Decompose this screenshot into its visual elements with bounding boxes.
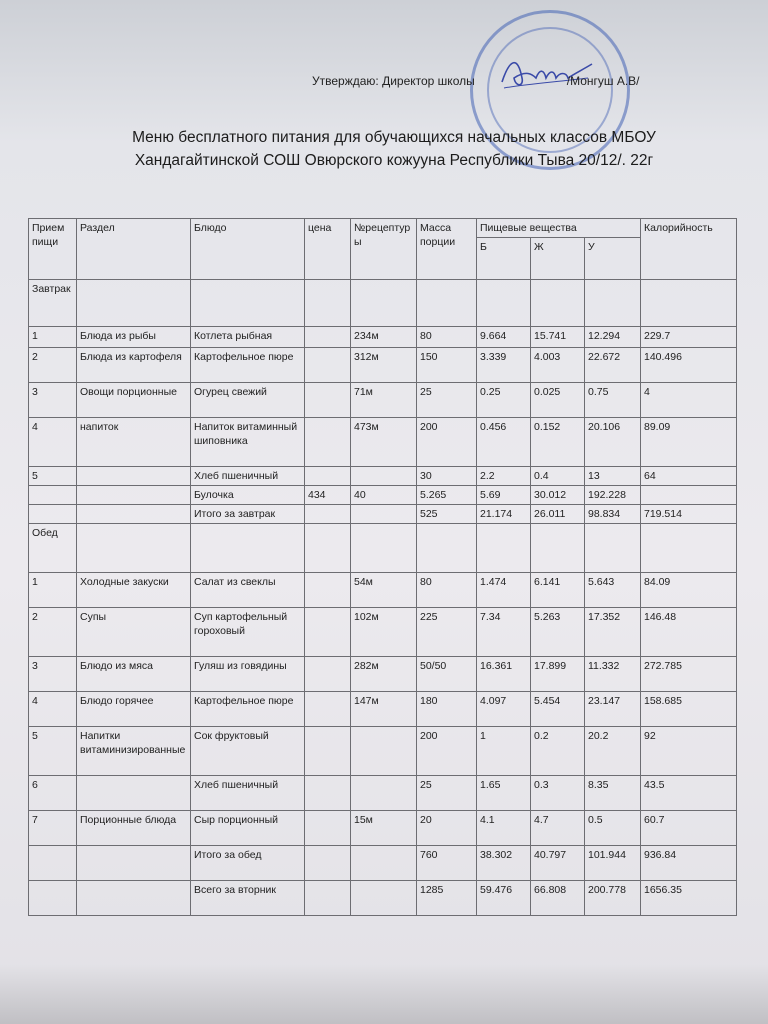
- row-mass: 20: [417, 811, 477, 846]
- row-mass: 5.265: [417, 486, 477, 505]
- row-calories: 146.48: [641, 608, 737, 657]
- row-number: 4: [29, 418, 77, 467]
- row-dish: Гуляш из говядины: [191, 657, 305, 692]
- row-price: [305, 727, 351, 776]
- row-price: [305, 657, 351, 692]
- row-number: 6: [29, 776, 77, 811]
- row-mass: 80: [417, 327, 477, 348]
- row-calories: 936.84: [641, 846, 737, 881]
- row-section: Блюдо горячее: [77, 692, 191, 727]
- menu-table: [28, 218, 737, 916]
- row-recipe: [351, 505, 417, 524]
- row-fat: 4.7: [531, 811, 585, 846]
- row-recipe: 234м: [351, 327, 417, 348]
- document-title: [94, 126, 694, 172]
- empty-cell: [191, 524, 305, 573]
- row-mass: 525: [417, 505, 477, 524]
- row-mass: 760: [417, 846, 477, 881]
- row-section: [77, 776, 191, 811]
- row-dish: Котлета рыбная: [191, 327, 305, 348]
- row-recipe: [351, 727, 417, 776]
- row-fat: 15.741: [531, 327, 585, 348]
- row-recipe: 473м: [351, 418, 417, 467]
- empty-cell: [77, 280, 191, 327]
- table-row: [29, 418, 737, 467]
- row-dish: Огурец свежий: [191, 383, 305, 418]
- row-calories: 229.7: [641, 327, 737, 348]
- empty-cell: [305, 524, 351, 573]
- row-mass: 200: [417, 418, 477, 467]
- row-number: [29, 505, 77, 524]
- lunch-label-row: [29, 524, 737, 573]
- row-protein: 4.097: [477, 692, 531, 727]
- director-name: /Монгуш А.В/: [566, 74, 640, 88]
- row-dish: Итого за обед: [191, 846, 305, 881]
- row-recipe: 102м: [351, 608, 417, 657]
- meal-label: Обед: [29, 524, 77, 573]
- row-section: [77, 846, 191, 881]
- row-protein: 1: [477, 727, 531, 776]
- row-calories: 719.514: [641, 505, 737, 524]
- row-carbs: 11.332: [585, 657, 641, 692]
- row-carbs: 98.834: [585, 505, 641, 524]
- row-carbs: 5.643: [585, 573, 641, 608]
- row-price: [305, 467, 351, 486]
- row-dish: Картофельное пюре: [191, 692, 305, 727]
- table-row: [29, 327, 737, 348]
- row-recipe: [351, 881, 417, 916]
- row-fat: 6.141: [531, 573, 585, 608]
- row-fat: 40.797: [531, 846, 585, 881]
- row-number: 3: [29, 383, 77, 418]
- header-recipe: №рецептуры: [351, 219, 417, 280]
- header-section: Раздел: [77, 219, 191, 280]
- row-mass: 150: [417, 348, 477, 383]
- row-number: 7: [29, 811, 77, 846]
- row-protein: 0.25: [477, 383, 531, 418]
- row-section: Напитки витаминизированные: [77, 727, 191, 776]
- row-recipe: 40: [351, 486, 417, 505]
- row-protein: 0.456: [477, 418, 531, 467]
- row-recipe: [351, 776, 417, 811]
- header-carbs: У: [585, 238, 641, 280]
- row-dish: Итого за завтрак: [191, 505, 305, 524]
- table-row: [29, 467, 737, 486]
- row-number: 1: [29, 573, 77, 608]
- row-section: Холодные закуски: [77, 573, 191, 608]
- row-section: Овощи порционные: [77, 383, 191, 418]
- row-calories: 4: [641, 383, 737, 418]
- row-mass: 1285: [417, 881, 477, 916]
- row-price: [305, 383, 351, 418]
- table-row: [29, 608, 737, 657]
- row-calories: 140.496: [641, 348, 737, 383]
- row-calories: 64: [641, 467, 737, 486]
- row-recipe: [351, 467, 417, 486]
- header-price: цена: [305, 219, 351, 280]
- row-calories: 89.09: [641, 418, 737, 467]
- empty-cell: [417, 280, 477, 327]
- row-carbs: 0.5: [585, 811, 641, 846]
- empty-cell: [351, 280, 417, 327]
- row-number: 1: [29, 327, 77, 348]
- row-mass: 50/50: [417, 657, 477, 692]
- empty-cell: [417, 524, 477, 573]
- row-recipe: [351, 846, 417, 881]
- row-recipe: 282м: [351, 657, 417, 692]
- row-recipe: 147м: [351, 692, 417, 727]
- row-mass: 80: [417, 573, 477, 608]
- row-recipe: 15м: [351, 811, 417, 846]
- row-section: напиток: [77, 418, 191, 467]
- row-protein: 3.339: [477, 348, 531, 383]
- table-row: [29, 657, 737, 692]
- header-fat: Ж: [531, 238, 585, 280]
- row-fat: 5.263: [531, 608, 585, 657]
- row-recipe: 312м: [351, 348, 417, 383]
- row-dish: Булочка: [191, 486, 305, 505]
- row-recipe: 54м: [351, 573, 417, 608]
- table-row: [29, 776, 737, 811]
- row-fat: 66.808: [531, 881, 585, 916]
- row-carbs: 101.944: [585, 846, 641, 881]
- row-price: [305, 418, 351, 467]
- row-mass: 180: [417, 692, 477, 727]
- empty-cell: [585, 280, 641, 327]
- row-dish: Сок фруктовый: [191, 727, 305, 776]
- row-carbs: 17.352: [585, 608, 641, 657]
- row-protein: 4.1: [477, 811, 531, 846]
- row-carbs: 22.672: [585, 348, 641, 383]
- row-fat: 0.152: [531, 418, 585, 467]
- row-protein: 2.2: [477, 467, 531, 486]
- menu-table-wrapper: [28, 218, 736, 916]
- row-fat: 4.003: [531, 348, 585, 383]
- row-mass: 30: [417, 467, 477, 486]
- row-dish: Хлеб пшеничный: [191, 776, 305, 811]
- table-row: [29, 881, 737, 916]
- row-section: [77, 486, 191, 505]
- row-calories: [641, 486, 737, 505]
- row-calories: 60.7: [641, 811, 737, 846]
- table-row: [29, 486, 737, 505]
- row-calories: 158.685: [641, 692, 737, 727]
- table-row: [29, 727, 737, 776]
- row-fat: 0.2: [531, 727, 585, 776]
- row-dish: Салат из свеклы: [191, 573, 305, 608]
- row-calories: 92: [641, 727, 737, 776]
- approval-label: Утверждаю: Директор школы: [312, 74, 475, 88]
- row-price: [305, 881, 351, 916]
- row-dish: Напиток витаминный шиповника: [191, 418, 305, 467]
- empty-cell: [531, 524, 585, 573]
- row-section: [77, 505, 191, 524]
- breakfast-label-row: [29, 280, 737, 327]
- row-price: [305, 846, 351, 881]
- empty-cell: [585, 524, 641, 573]
- empty-cell: [641, 280, 737, 327]
- row-protein: 9.664: [477, 327, 531, 348]
- row-section: Блюда из рыбы: [77, 327, 191, 348]
- row-mass: 225: [417, 608, 477, 657]
- empty-cell: [77, 524, 191, 573]
- row-number: 2: [29, 608, 77, 657]
- row-number: 3: [29, 657, 77, 692]
- table-row: [29, 811, 737, 846]
- row-number: [29, 486, 77, 505]
- table-row: [29, 383, 737, 418]
- row-number: [29, 881, 77, 916]
- row-price: [305, 692, 351, 727]
- header-calories: Калорийность: [641, 219, 737, 280]
- row-calories: 84.09: [641, 573, 737, 608]
- row-carbs: 8.35: [585, 776, 641, 811]
- row-fat: 0.3: [531, 776, 585, 811]
- row-carbs: 20.106: [585, 418, 641, 467]
- row-carbs: 0.75: [585, 383, 641, 418]
- row-price: [305, 327, 351, 348]
- row-section: Супы: [77, 608, 191, 657]
- row-fat: 0.025: [531, 383, 585, 418]
- empty-cell: [477, 524, 531, 573]
- row-carbs: 13: [585, 467, 641, 486]
- empty-cell: [641, 524, 737, 573]
- title-line-1: Меню бесплатного питания для обучающихся начальных классов МБОУ: [132, 129, 656, 146]
- row-number: 5: [29, 467, 77, 486]
- row-protein: 7.34: [477, 608, 531, 657]
- row-carbs: 192.228: [585, 486, 641, 505]
- row-calories: 43.5: [641, 776, 737, 811]
- row-number: 4: [29, 692, 77, 727]
- table-header-row: [29, 219, 737, 238]
- row-protein: 5.69: [477, 486, 531, 505]
- row-dish: Сыр порционный: [191, 811, 305, 846]
- header-meal: Прием пищи: [29, 219, 77, 280]
- row-section: [77, 467, 191, 486]
- table-row: [29, 348, 737, 383]
- title-line-2: Хандагайтинской СОШ Овюрского кожууна Республики Тыва 20/12/. 22г: [134, 152, 654, 169]
- row-protein: 21.174: [477, 505, 531, 524]
- row-dish: Картофельное пюре: [191, 348, 305, 383]
- row-number: 5: [29, 727, 77, 776]
- row-section: [77, 881, 191, 916]
- empty-cell: [477, 280, 531, 327]
- row-recipe: 71м: [351, 383, 417, 418]
- row-mass: 25: [417, 383, 477, 418]
- row-price: [305, 505, 351, 524]
- header-nutrients: Пищевые вещества: [477, 219, 641, 238]
- row-price: [305, 348, 351, 383]
- row-dish: Суп картофельный гороховый: [191, 608, 305, 657]
- empty-cell: [531, 280, 585, 327]
- approval-line: [312, 74, 640, 88]
- empty-cell: [305, 280, 351, 327]
- row-section: Блюдо из мяса: [77, 657, 191, 692]
- row-price: [305, 776, 351, 811]
- row-mass: 25: [417, 776, 477, 811]
- row-section: Блюда из картофеля: [77, 348, 191, 383]
- row-fat: 5.454: [531, 692, 585, 727]
- row-protein: 16.361: [477, 657, 531, 692]
- header-mass: Масса порции: [417, 219, 477, 280]
- menu-table-body: [29, 219, 737, 916]
- row-price: [305, 811, 351, 846]
- row-protein: 1.65: [477, 776, 531, 811]
- row-number: [29, 846, 77, 881]
- header-dish: Блюдо: [191, 219, 305, 280]
- row-mass: 200: [417, 727, 477, 776]
- header-protein: Б: [477, 238, 531, 280]
- empty-cell: [351, 524, 417, 573]
- row-protein: 59.476: [477, 881, 531, 916]
- row-calories: 1656.35: [641, 881, 737, 916]
- row-carbs: 200.778: [585, 881, 641, 916]
- table-row: [29, 573, 737, 608]
- table-row: [29, 505, 737, 524]
- row-section: Порционные блюда: [77, 811, 191, 846]
- row-price: [305, 573, 351, 608]
- row-protein: 1.474: [477, 573, 531, 608]
- row-fat: 26.011: [531, 505, 585, 524]
- empty-cell: [191, 280, 305, 327]
- row-fat: 30.012: [531, 486, 585, 505]
- row-dish: Всего за вторник: [191, 881, 305, 916]
- row-carbs: 12.294: [585, 327, 641, 348]
- row-fat: 0.4: [531, 467, 585, 486]
- row-price: 434: [305, 486, 351, 505]
- row-carbs: 23.147: [585, 692, 641, 727]
- row-price: [305, 608, 351, 657]
- meal-label: Завтрак: [29, 280, 77, 327]
- row-number: 2: [29, 348, 77, 383]
- director-signature: [496, 48, 596, 96]
- row-protein: 38.302: [477, 846, 531, 881]
- table-row: [29, 692, 737, 727]
- row-fat: 17.899: [531, 657, 585, 692]
- table-row: [29, 846, 737, 881]
- row-dish: Хлеб пшеничный: [191, 467, 305, 486]
- row-calories: 272.785: [641, 657, 737, 692]
- row-carbs: 20.2: [585, 727, 641, 776]
